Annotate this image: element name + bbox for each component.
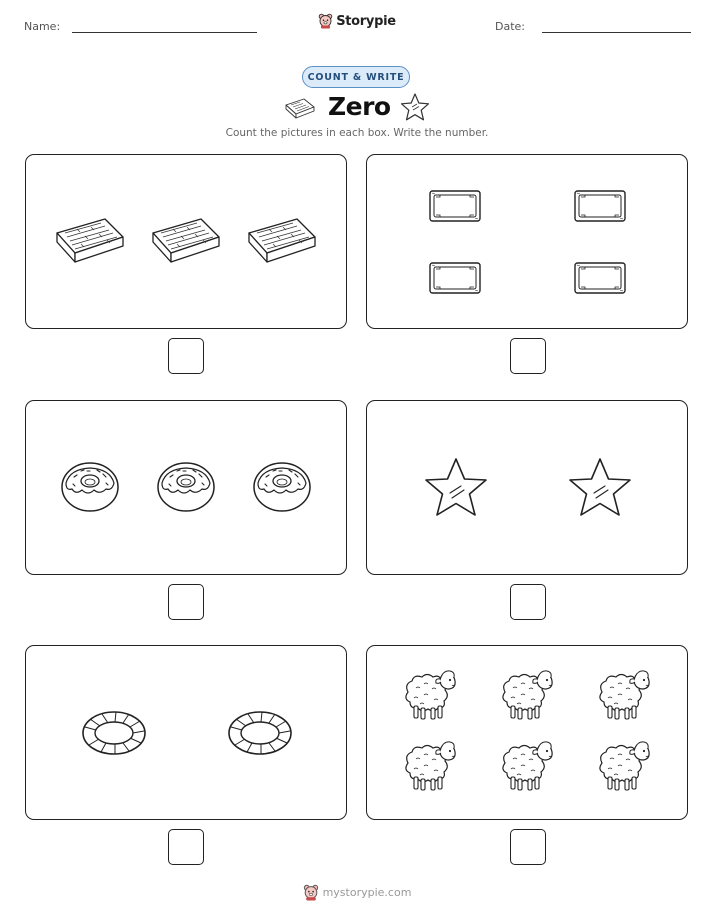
date-label: Date:	[495, 20, 525, 33]
footer	[0, 884, 714, 906]
date-line[interactable]	[542, 32, 691, 33]
worksheet-tag: COUNT & WRITE	[302, 66, 410, 88]
answer-box-crackers[interactable]	[168, 338, 204, 374]
star-icon	[399, 92, 431, 122]
bear-logo-icon	[303, 884, 319, 901]
answer-box-stars[interactable]	[510, 584, 546, 620]
count-box-sheep	[366, 645, 688, 820]
count-box-rings	[25, 645, 347, 820]
title-row	[0, 92, 714, 126]
worksheet-title: Zero	[328, 92, 391, 121]
count-box-crackers	[25, 154, 347, 329]
instructions: Count the pictures in each box. Write the number.	[225, 127, 489, 139]
footer-site[interactable]: mystorypie.com	[322, 886, 412, 899]
bear-logo-icon	[318, 13, 333, 29]
brand-name: Storypie	[336, 13, 396, 29]
answer-box-sheep[interactable]	[510, 829, 546, 865]
answer-box-frames[interactable]	[510, 338, 546, 374]
brand	[0, 13, 714, 34]
count-box-stars	[366, 400, 688, 575]
answer-box-rings[interactable]	[168, 829, 204, 865]
answer-box-donuts[interactable]	[168, 584, 204, 620]
cracker-icon	[284, 96, 316, 120]
name-label: Name:	[24, 20, 61, 33]
count-box-donuts	[25, 400, 347, 575]
count-box-frames	[366, 154, 688, 329]
